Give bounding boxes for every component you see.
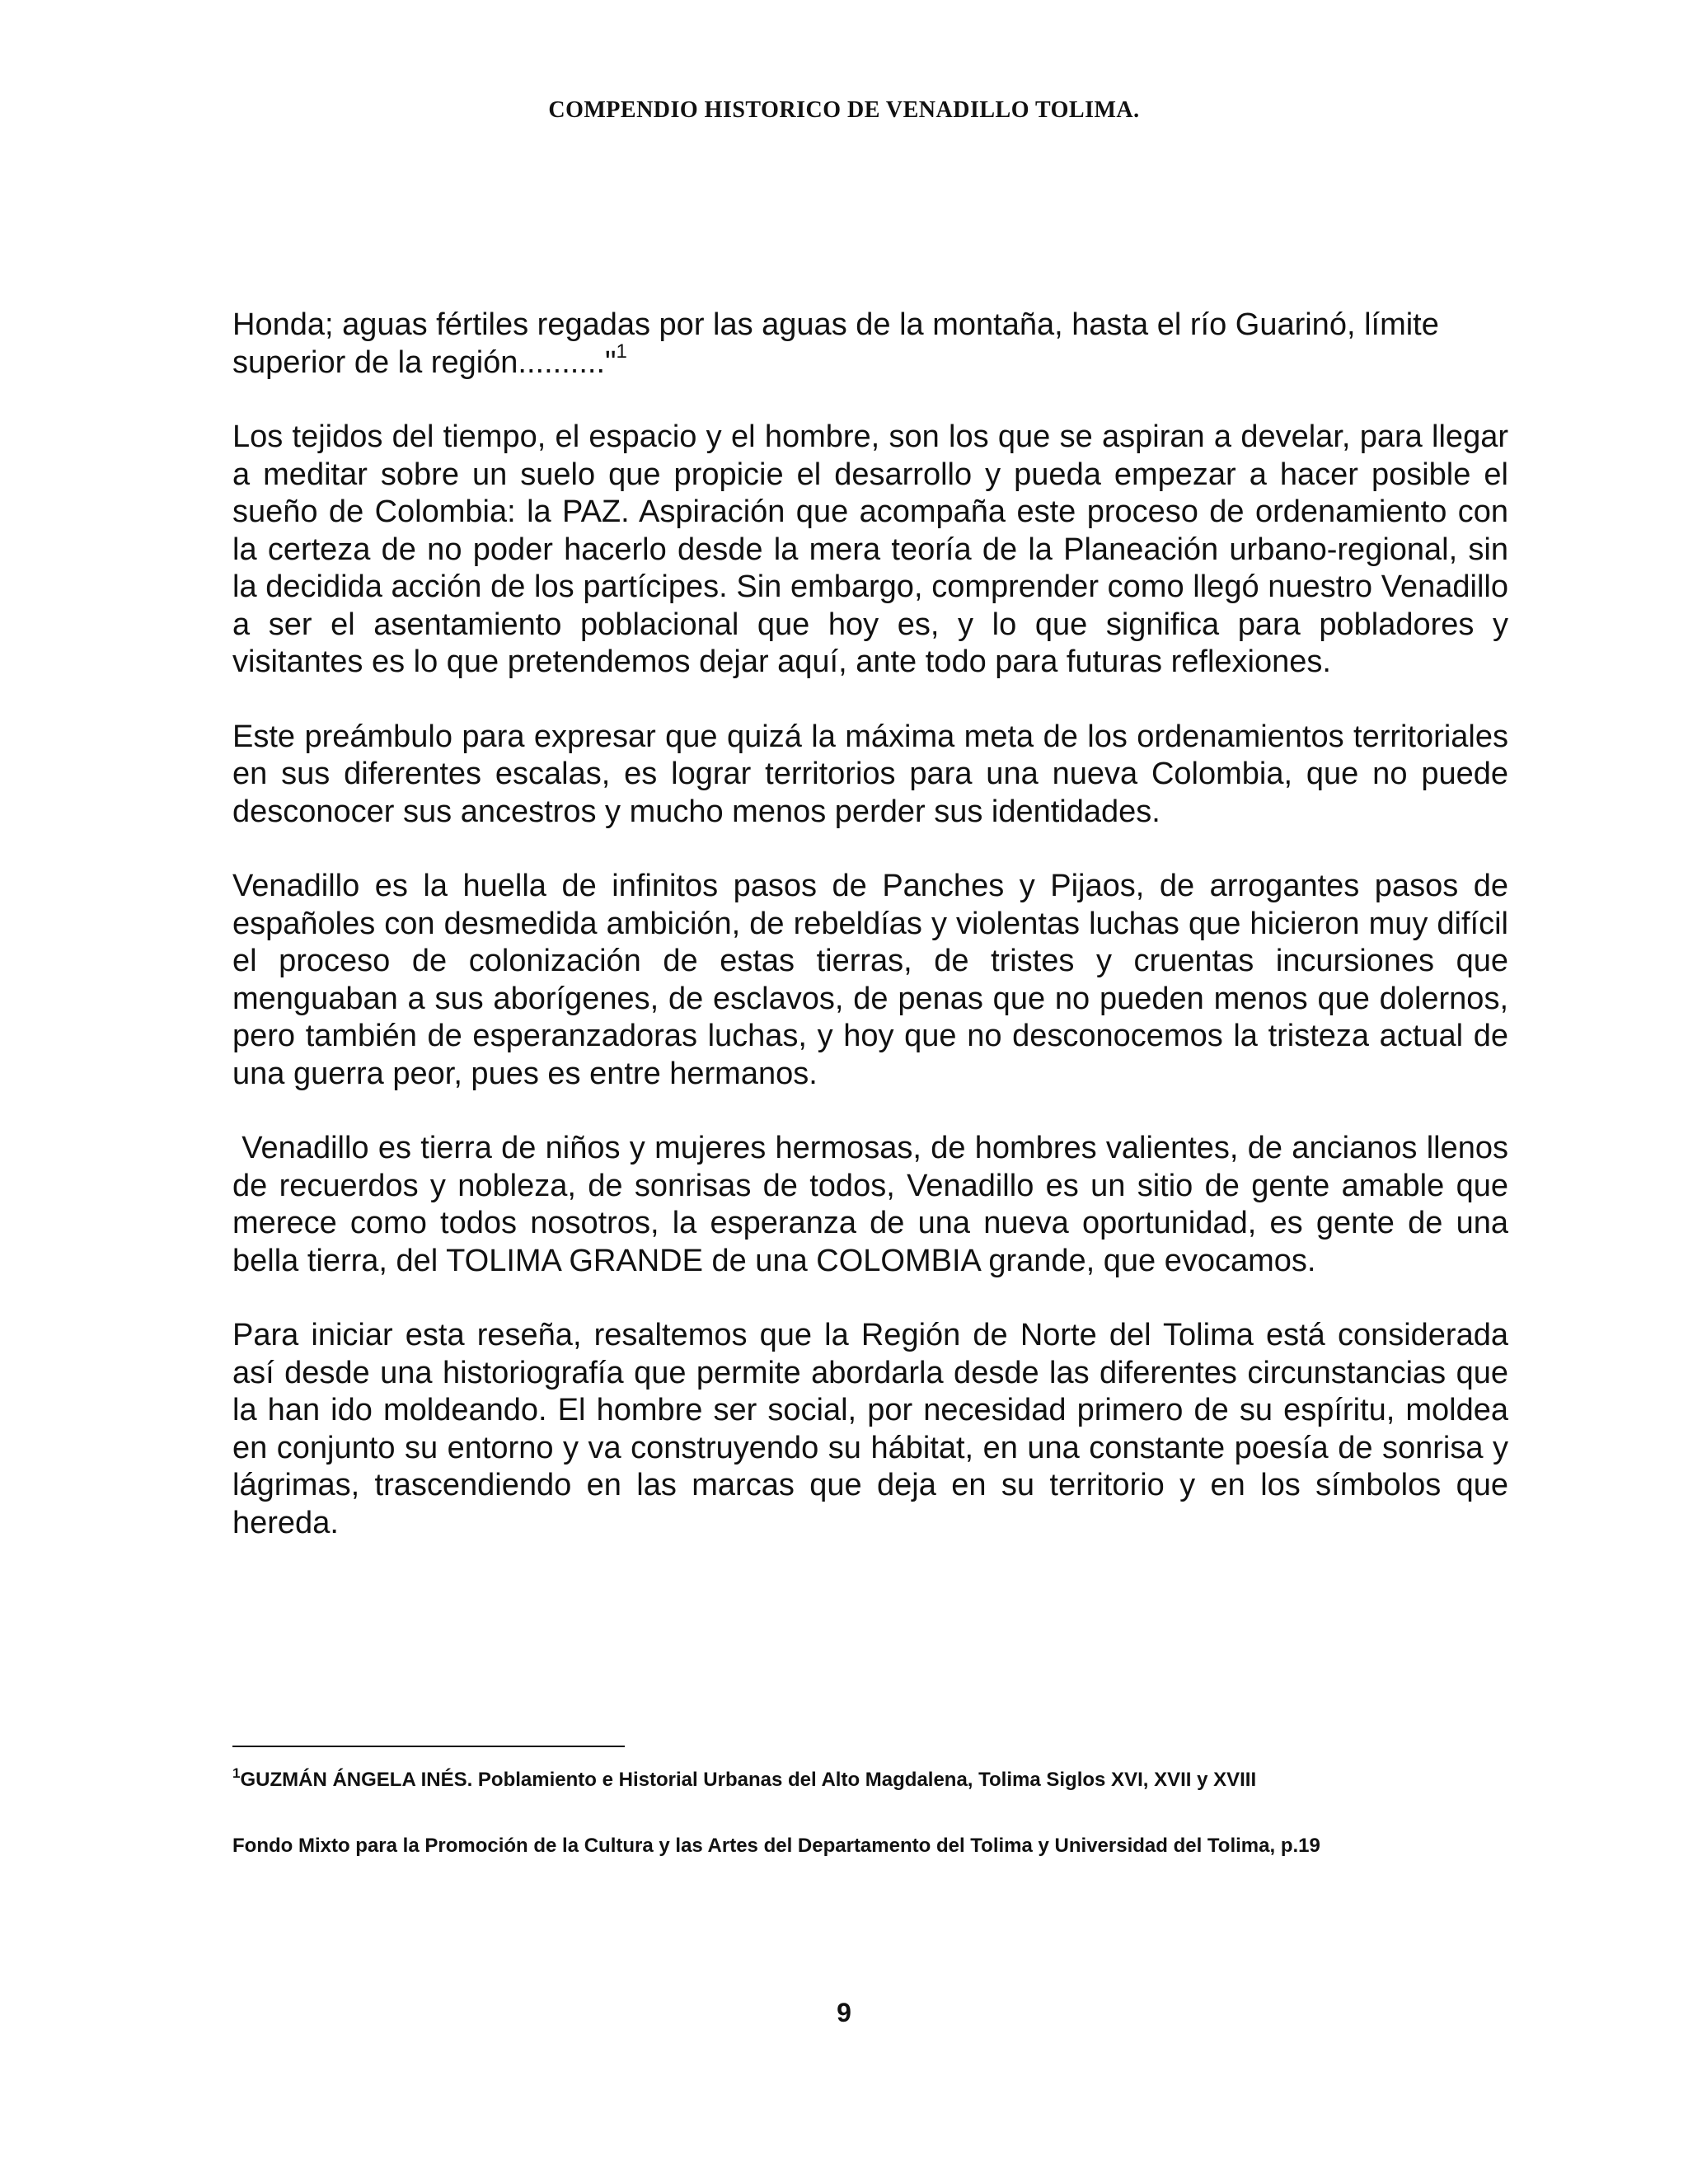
running-header: COMPENDIO HISTORICO DE VENADILLO TOLIMA. — [548, 97, 1140, 123]
page-number: 9 — [837, 1998, 851, 2027]
paragraph-text: Honda; aguas fértiles regadas por las aguas de la montaña, hasta el río Guarinó, límite superior de la región.........." — [232, 307, 1439, 380]
footnote-reference[interactable]: 1 — [616, 340, 627, 363]
footnote-separator — [232, 1746, 625, 1747]
footnote-marker: 1 — [232, 1765, 241, 1781]
paragraph — [232, 307, 1508, 382]
footnote-continuation: Fondo Mixto para la Promoción de la Cultura y las Artes del Departamento del Tolima y Universidad del Tolima, p.19 — [232, 1835, 1320, 1857]
footnote-citation: GUZMÁN ÁNGELA INÉS. Poblamiento e Historial Urbanas del Alto Magdalena, Tolima Siglos XVI, XVII y XVIII — [240, 1769, 1257, 1791]
paragraph-text: Venadillo es tierra de niños y mujeres hermosas, de hombres valientes, de ancianos llenos de recuerdos y nobleza, de sonrisas de todos, Venadillo es un sitio de gente amable que merece como todos nosotros, la esperanza de una nueva oportunidad, es gente de una bella tierra, del TOLIMA GRANDE de una COLOMBIA grande, que evocamos. — [232, 1131, 1517, 1278]
footnote — [232, 1765, 1568, 1792]
paragraph: Para iniciar esta reseña, resaltemos que la Región de Norte del Tolima está considerada así desde una historiografía que permite abordarla desde las diferentes circunstancias que la han ido moldeando. El hombre ser social, por necesidad primero de su espíritu, moldea en conjunto su entorno y va construyendo su hábitat, en una constante poesía de sonrisa y lágrimas, trascendiendo en las marcas que deja en su territorio y en los símbolos que hereda. — [232, 1318, 1508, 1540]
paragraph: Los tejidos del tiempo, el espacio y el hombre, son los que se aspiran a develar, para llegar a meditar sobre un suelo que propicie el desarrollo y pueda empezar a hacer posible el sueño de Colombia: la PAZ. Aspiración que acompaña este proceso de ordenamiento con la certeza de no poder hacerlo desde la mera teoría de la Planeación urbano-regional, sin la decidida acción de los partícipes. Sin embargo, comprender como llegó nuestro Venadillo a ser el asentamiento poblacional que hoy es, y lo que significa para pobladores y visitantes es lo que pretendemos dejar aquí, ante todo para futuras reflexiones. — [232, 419, 1508, 679]
body-text — [232, 307, 1517, 1579]
paragraph: Venadillo es la huella de infinitos pasos de Panches y Pijaos, de arrogantes pasos de españoles con desmedida ambición, de rebeldías y violentas luchas que hicieron muy difícil el proceso de colonización de estas tierras, de tristes y cruentas incursiones que menguaban a sus aborígenes, de esclavos, de penas que no pueden menos que dolernos, pero también de esperanzadoras luchas, y hoy que no desconocemos la tristeza actual de una guerra peor, pues es entre hermanos. — [232, 869, 1508, 1091]
paragraph: Este preámbulo para expresar que quizá la máxima meta de los ordenamientos territoriales en sus diferentes escalas, es lograr territorios para una nueva Colombia, que no puede desconocer sus ancestros y mucho menos perder sus identidades. — [232, 719, 1508, 829]
paragraph — [232, 1130, 1517, 1280]
